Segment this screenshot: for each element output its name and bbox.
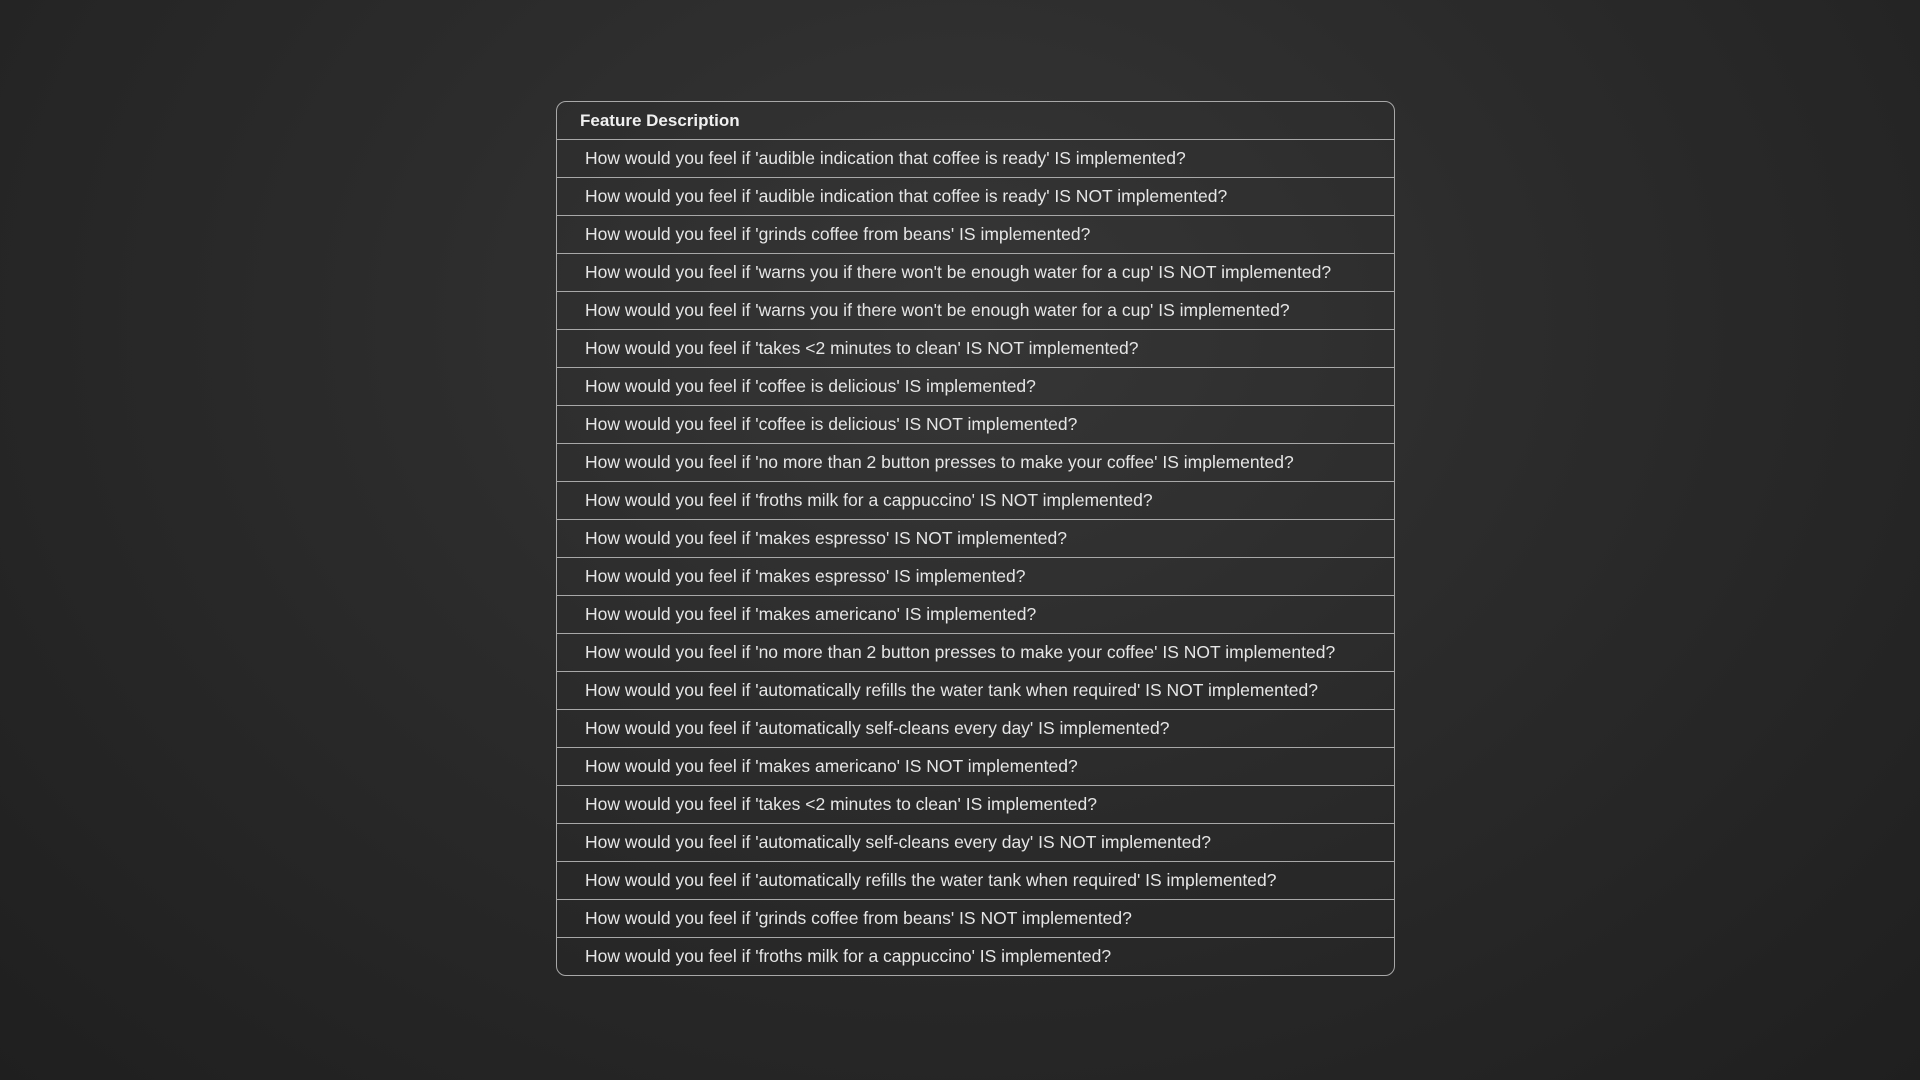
table-row: How would you feel if 'grinds coffee from beans' IS implemented? (557, 216, 1394, 254)
feature-description-table (556, 101, 1395, 976)
table-row: How would you feel if 'makes espresso' IS implemented? (557, 558, 1394, 596)
table-row: How would you feel if 'automatically refills the water tank when required' IS NOT implemented? (557, 672, 1394, 710)
table-row: How would you feel if 'coffee is delicious' IS implemented? (557, 368, 1394, 406)
table-row: How would you feel if 'takes <2 minutes to clean' IS implemented? (557, 786, 1394, 824)
table-row: How would you feel if 'froths milk for a cappuccino' IS implemented? (585, 946, 1112, 966)
table-row: How would you feel if 'warns you if there won't be enough water for a cup' IS NOT implemented? (557, 254, 1394, 292)
table-row: How would you feel if 'grinds coffee from beans' IS NOT implemented? (557, 900, 1394, 938)
table-row: How would you feel if 'automatically refills the water tank when required' IS implemented? (557, 862, 1394, 900)
table-row: How would you feel if 'audible indication that coffee is ready' IS implemented? (557, 140, 1394, 178)
table-row: How would you feel if 'warns you if there won't be enough water for a cup' IS implemented? (557, 292, 1394, 330)
table-row: How would you feel if 'makes espresso' IS NOT implemented? (557, 520, 1394, 558)
table-row: How would you feel if 'no more than 2 button presses to make your coffee' IS NOT implemented? (557, 634, 1394, 672)
table-row: How would you feel if 'audible indication that coffee is ready' IS NOT implemented? (557, 178, 1394, 216)
table-row: How would you feel if 'makes americano' IS implemented? (557, 596, 1394, 634)
table-row: How would you feel if 'froths milk for a cappuccino' IS NOT implemented? (557, 482, 1394, 520)
table-row: How would you feel if 'makes americano' IS NOT implemented? (557, 748, 1394, 786)
table-row: How would you feel if 'takes <2 minutes to clean' IS NOT implemented? (557, 330, 1394, 368)
table-row: How would you feel if 'coffee is delicious' IS NOT implemented? (557, 406, 1394, 444)
table-row: How would you feel if 'automatically self-cleans every day' IS NOT implemented? (557, 824, 1394, 862)
table-header: Feature Description (557, 102, 1394, 140)
table-row: How would you feel if 'automatically self-cleans every day' IS implemented? (557, 710, 1394, 748)
table-row: How would you feel if 'no more than 2 button presses to make your coffee' IS implemented? (557, 444, 1394, 482)
